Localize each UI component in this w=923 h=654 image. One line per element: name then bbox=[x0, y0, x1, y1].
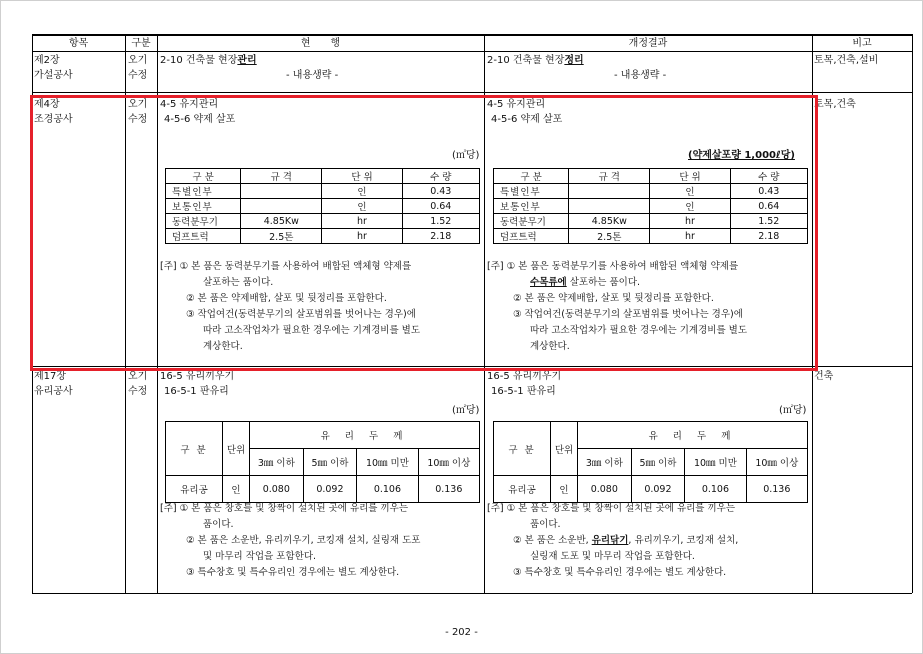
row3-current-notes bbox=[160, 501, 420, 581]
note-line: ③ 특수창호 및 특수유리인 경우에는 별도 계상한다. bbox=[513, 567, 727, 578]
table-cell: 동력분무기 bbox=[166, 214, 241, 229]
header-revised: 개정결과 bbox=[628, 38, 668, 49]
row2-div-line2: 수정 bbox=[128, 114, 148, 125]
row1-current-title bbox=[160, 53, 257, 68]
table-cell: 덤프트럭 bbox=[494, 229, 569, 244]
table-cell: 0.080 bbox=[250, 476, 304, 503]
row3-revised-thk-2: 10㎜ 미만 bbox=[685, 449, 746, 476]
row2-revised-title: 4-5 유지관리 bbox=[487, 99, 546, 110]
row3-revised-glass-table bbox=[493, 421, 808, 503]
row1-current-body: - 내용생략 - bbox=[286, 70, 339, 81]
note-line: ③ 작업여건(동력분무기의 살포범위를 벗어나는 경우)에 bbox=[513, 309, 743, 320]
row3-current-title: 16-5 유리끼우기 bbox=[160, 371, 235, 382]
table-cell: 0.43 bbox=[730, 184, 807, 199]
row3-revised-title: 16-5 유리끼우기 bbox=[487, 371, 562, 382]
table-cell: 2.5톤 bbox=[569, 229, 650, 244]
table-cell: 0.43 bbox=[402, 184, 479, 199]
table-cell: 인 bbox=[223, 476, 250, 503]
table-cell: 보통인부 bbox=[494, 199, 569, 214]
row2-revised-hdr-spec: 규 격 bbox=[569, 169, 650, 184]
table-cell: hr bbox=[650, 214, 730, 229]
table-cell: 0.106 bbox=[357, 476, 418, 503]
note-line: 및 마무리 작업을 포함한다. bbox=[203, 551, 317, 562]
row2-revised-hdr-unit: 단 위 bbox=[650, 169, 730, 184]
note-line: ② 본 품은 약제배합, 살포 및 뒷정리를 포함한다. bbox=[186, 293, 387, 304]
row3-current-thk-0: 3㎜ 이하 bbox=[250, 449, 304, 476]
table-cell: 유리공 bbox=[494, 476, 551, 503]
row2-current-hdr-unit: 단 위 bbox=[322, 169, 402, 184]
header-division: 구분 bbox=[131, 38, 151, 49]
table-cell: hr bbox=[650, 229, 730, 244]
row3-note: 건축 bbox=[814, 371, 834, 382]
row1-item-line1: 제2장 bbox=[34, 55, 60, 66]
table-cell: 4.85Kw bbox=[569, 214, 650, 229]
row3-current-unit-note: (㎡당) bbox=[452, 405, 480, 416]
highlight-box bbox=[30, 95, 818, 371]
table-cell: 4.85Kw bbox=[241, 214, 322, 229]
table-cell: 인 bbox=[322, 199, 402, 214]
table-cell: 덤프트럭 bbox=[166, 229, 241, 244]
row1-div-line1: 오기 bbox=[128, 55, 148, 66]
table-cell: 유리공 bbox=[166, 476, 223, 503]
table-cell: 보통인부 bbox=[166, 199, 241, 214]
table-bottom-rule bbox=[32, 593, 912, 594]
row2-current-subtitle: 4-5-6 약제 살포 bbox=[164, 114, 236, 125]
row3-current-glass-table bbox=[165, 421, 480, 503]
header-note: 비고 bbox=[852, 38, 872, 49]
table-cell: 동력분무기 bbox=[494, 214, 569, 229]
row3-revised-thk-3: 10㎜ 이상 bbox=[746, 449, 807, 476]
row2-revised-unit-note: (약제살포량 1,000ℓ당) bbox=[688, 150, 795, 161]
row2-current-title: 4-5 유지관리 bbox=[160, 99, 219, 110]
note-line: 따라 고소작업차가 필요한 경우에는 기계경비를 별도 bbox=[203, 325, 420, 336]
row2-note: 토목,건축 bbox=[814, 99, 856, 110]
row3-div-line2: 수정 bbox=[128, 386, 148, 397]
row1-revised-title-emph: 정리 bbox=[564, 55, 584, 66]
note-emph: 수목류에 bbox=[530, 277, 567, 288]
row2-current-hdr-div: 구 분 bbox=[166, 169, 241, 184]
note-line: 살포하는 품이다. bbox=[203, 277, 274, 288]
table-cell: 인 bbox=[650, 199, 730, 214]
note-line: 계상한다. bbox=[203, 341, 243, 352]
note-rest: , 유리끼우기, 코킹재 설치, bbox=[628, 535, 739, 546]
table-cell: 0.136 bbox=[746, 476, 807, 503]
table-cell: 0.136 bbox=[418, 476, 479, 503]
row3-revised-hdr-unit: 단위 bbox=[551, 422, 578, 476]
note-line: ③ 특수창호 및 특수유리인 경우에는 별도 계상한다. bbox=[186, 567, 400, 578]
table-cell: 0.080 bbox=[578, 476, 632, 503]
row1-revised-title bbox=[487, 53, 584, 68]
row1-current-title-prefix: 2-10 건축물 현장 bbox=[160, 55, 238, 66]
table-cell: 2.18 bbox=[402, 229, 479, 244]
table-cell: hr bbox=[322, 229, 402, 244]
row2-div-line1: 오기 bbox=[128, 99, 148, 110]
row3-div-line1: 오기 bbox=[128, 371, 148, 382]
table-cell: 인 bbox=[551, 476, 578, 503]
row3-item-line2: 유리공사 bbox=[34, 386, 73, 397]
row3-item-line1: 제17장 bbox=[34, 371, 67, 382]
row3-current-thk-2: 10㎜ 미만 bbox=[357, 449, 418, 476]
row3-revised-thk-0: 3㎜ 이하 bbox=[578, 449, 632, 476]
note-line: 따라 고소작업차가 필요한 경우에는 기계경비를 별도 bbox=[530, 325, 747, 336]
row3-revised-subtitle: 16-5-1 판유리 bbox=[491, 386, 556, 397]
table-cell: 0.64 bbox=[730, 199, 807, 214]
row3-revised-unit-note: (㎡당) bbox=[779, 405, 807, 416]
table-cell: hr bbox=[322, 214, 402, 229]
row3-current-hdr-unit: 단위 bbox=[223, 422, 250, 476]
note-line: 품이다. bbox=[203, 519, 234, 530]
table-row bbox=[166, 476, 480, 503]
row2-item-line2: 조경공사 bbox=[34, 114, 73, 125]
table-cell: 인 bbox=[650, 184, 730, 199]
row3-current-thk-3: 10㎜ 이상 bbox=[418, 449, 479, 476]
row2-current-hdr-spec: 규 격 bbox=[241, 169, 322, 184]
note-line: [주] ① 본 품은 창호틀 및 창짝이 설치된 곳에 유리를 끼우는 bbox=[160, 503, 409, 514]
row3-revised-notes bbox=[487, 501, 738, 581]
note-line: ② 본 품은 약제배합, 살포 및 뒷정리를 포함한다. bbox=[513, 293, 714, 304]
row1-div-line2: 수정 bbox=[128, 70, 148, 81]
row2-current-unit-note: (㎥당) bbox=[452, 150, 480, 161]
note-rest: 살포하는 품이다. bbox=[566, 277, 641, 288]
row1-revised-body: - 내용생략 - bbox=[614, 70, 667, 81]
table-row bbox=[494, 422, 808, 449]
row3-revised-hdr-group: 유 리 두 께 bbox=[578, 422, 808, 449]
table-cell: 특별인부 bbox=[494, 184, 569, 199]
row1-item-line2: 가설공사 bbox=[34, 70, 73, 81]
row1-note: 토목,건축,설비 bbox=[814, 55, 879, 66]
row1-bottom-rule bbox=[32, 92, 912, 93]
note-prefix: ② 본 품은 소운반, bbox=[513, 535, 592, 546]
note-emph: 유리닦기 bbox=[591, 535, 629, 546]
header-bottom-rule bbox=[32, 51, 912, 52]
table-cell: 1.52 bbox=[730, 214, 807, 229]
table-row bbox=[494, 476, 808, 503]
row2-revised-hdr-qty: 수 량 bbox=[730, 169, 807, 184]
note-line: 계상한다. bbox=[530, 341, 570, 352]
table-cell: 2.18 bbox=[730, 229, 807, 244]
row3-current-subtitle: 16-5-1 판유리 bbox=[164, 386, 229, 397]
table-cell: 0.64 bbox=[402, 199, 479, 214]
note-line: [주] ① 본 품은 동력분무기를 사용하여 배합된 액체형 약제를 bbox=[160, 261, 412, 272]
table-cell: 1.52 bbox=[402, 214, 479, 229]
row3-revised-hdr-div: 구 분 bbox=[494, 422, 551, 476]
table-cell: 2.5톤 bbox=[241, 229, 322, 244]
row1-revised-title-prefix: 2-10 건축물 현장 bbox=[487, 55, 565, 66]
table-cell: 인 bbox=[322, 184, 402, 199]
table-row bbox=[166, 422, 480, 449]
header-current: 현 행 bbox=[300, 38, 341, 49]
note-line: 품이다. bbox=[530, 519, 561, 530]
table-cell: 특별인부 bbox=[166, 184, 241, 199]
note-line bbox=[487, 533, 738, 549]
note-line: ③ 작업여건(동력분무기의 살포범위를 벗어나는 경우)에 bbox=[186, 309, 416, 320]
row3-current-thk-1: 5㎜ 이하 bbox=[303, 449, 357, 476]
table-cell: 0.092 bbox=[631, 476, 685, 503]
note-line: 실링재 도포 및 마무리 작업을 포함한다. bbox=[530, 551, 695, 562]
note-line: [주] ① 본 품은 동력분무기를 사용하여 배합된 액체형 약제를 bbox=[487, 261, 739, 272]
row2-revised-hdr-div: 구 분 bbox=[494, 169, 569, 184]
row3-current-hdr-div: 구 분 bbox=[166, 422, 223, 476]
row2-item-line1: 제4장 bbox=[34, 99, 60, 110]
row2-revised-subtitle: 4-5-6 약제 살포 bbox=[491, 114, 563, 125]
row3-revised-thk-1: 5㎜ 이하 bbox=[631, 449, 685, 476]
note-line: [주] ① 본 품은 창호틀 및 창짝이 설치된 곳에 유리를 끼우는 bbox=[487, 503, 736, 514]
row3-current-hdr-group: 유 리 두 께 bbox=[250, 422, 480, 449]
col-rule-5 bbox=[912, 34, 913, 593]
header-item: 항목 bbox=[68, 38, 89, 49]
table-cell: 0.092 bbox=[303, 476, 357, 503]
table-cell: 0.106 bbox=[685, 476, 746, 503]
row1-current-title-emph: 관리 bbox=[237, 55, 257, 66]
note-line: ② 본 품은 소운반, 유리끼우기, 코킹재 설치, 실링재 도포 bbox=[186, 535, 421, 546]
row2-current-hdr-qty: 수 량 bbox=[402, 169, 479, 184]
page-number: - 202 - bbox=[445, 627, 478, 638]
